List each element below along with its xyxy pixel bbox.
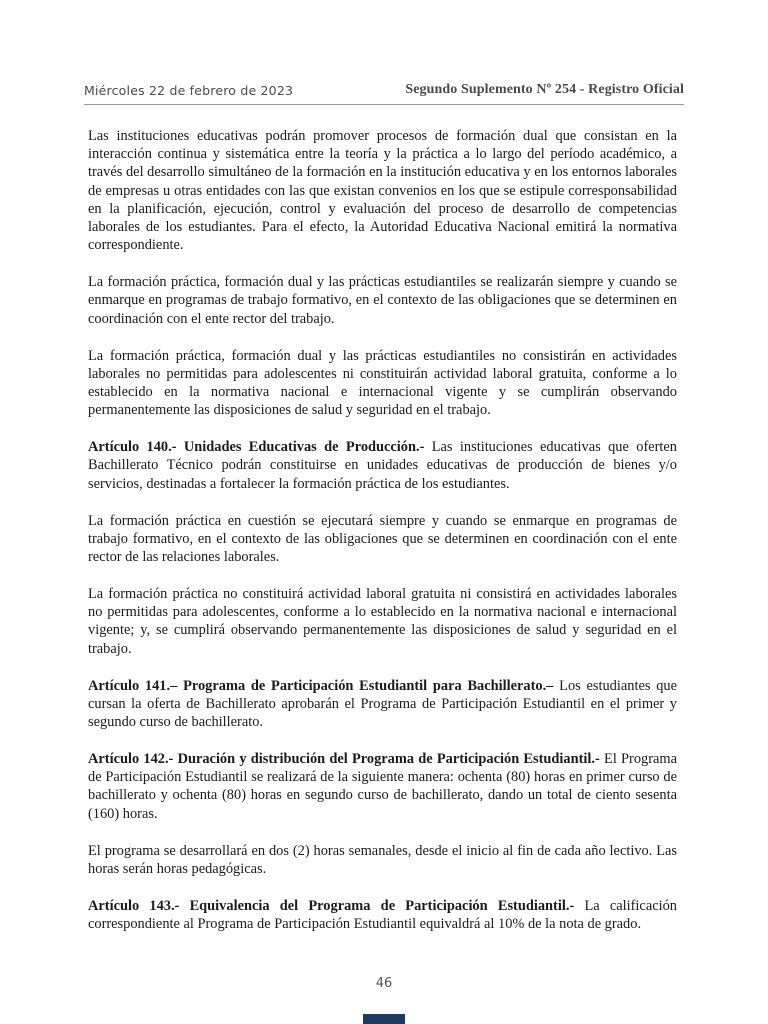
article-title: Artículo 141.– Programa de Participación Estudiantil para Bachillerato.– — [88, 677, 554, 694]
article-142 — [88, 750, 677, 823]
article-140 — [88, 438, 677, 493]
paragraph-text: Las instituciones educativas podrán promover procesos de formación dual que consistan en la interacción continua y sistemática entre la teoría y la práctica a lo largo del período académico, a través del desarrollo simultáneo de la formación en la institución educativa y en los entornos laborales de empresas u otras entidades con las que existan convenios en los que se estipule corresponsabilidad en la planificación, ejecución, control y evaluación del proceso de desarrollo de competencias laborales de los estudiantes. Para el efecto, la Autoridad Educativa Nacional emitirá la normativa correspondiente. — [88, 128, 677, 254]
paragraph-text: La formación práctica, formación dual y las prácticas estudiantiles no consistirán en actividades laborales no permitidas para adolescentes ni constituirán actividad laboral gratuita, conforme a lo establecido en la normativa nacional e internacional vigente y se cumplirán observando permanentemente las disposiciones de salud y seguridad en el trabajo. — [88, 347, 677, 419]
paragraph-ejecucion-formacion — [88, 512, 677, 567]
paragraph-formacion-practica — [88, 273, 677, 328]
page-number: 46 — [375, 976, 393, 991]
paragraph-horas-semanales — [88, 842, 677, 878]
header-publication-title: Segundo Suplemento Nº 254 - Registro Oficial — [405, 82, 684, 97]
article-text: El Programa de Participación Estudiantil se realizará de la siguiente manera: ochenta (80) horas en primer curso de bachillerato y ochenta (80) horas en segundo curso de bachillerato, dando un total de ciento sesenta (160) horas. — [88, 751, 677, 822]
paragraph-text: La formación práctica no constituirá actividad laboral gratuita ni consistirá en actividades laborales no permitidas para adolescentes, conforme a lo establecido en la normativa nacional e internacional vigente; y, se cumplirá observando permanentemente las disposiciones de salud y seguridad en el trabajo. — [88, 586, 677, 657]
header-date: Miércoles 22 de febrero de 2023 — [84, 83, 294, 98]
article-text: Las instituciones educativas que oferten Bachillerato Técnico podrán constituirse en unidades educativas de producción de bienes y/o servicios, destinadas a fortalecer la formación práctica de los estudiantes. — [88, 439, 677, 492]
paragraph-formacion-dual — [88, 127, 677, 254]
article-143 — [88, 897, 677, 933]
page-footer-tab — [363, 1014, 405, 1024]
article-141 — [88, 677, 677, 732]
article-title: Artículo 143.- Equivalencia del Programa de Participación Estudiantil.- — [88, 897, 575, 914]
paragraph-no-gratuita — [88, 585, 677, 658]
paragraph-no-actividades-laborales — [88, 347, 677, 420]
paragraph-text: La formación práctica en cuestión se ejecutará siempre y cuando se enmarque en programas de trabajo formativo, en el contexto de las obligaciones que se determinen en coordinación con el ente rector de las relaciones laborales. — [88, 512, 677, 566]
paragraph-text: El programa se desarrollará en dos (2) horas semanales, desde el inicio al fin de cada año lectivo. Las horas serán horas pedagógicas. — [88, 842, 677, 877]
paragraph-text: La formación práctica, formación dual y las prácticas estudiantiles se realizarán siempre y cuando se enmarque en programas de trabajo formativo, en el contexto de las obligaciones que se determinen en coordinación con el ente rector del trabajo. — [88, 274, 677, 327]
page-header — [84, 82, 684, 105]
article-title: Artículo 140.- Unidades Educativas de Producción.- — [88, 439, 425, 456]
document-body — [88, 127, 677, 952]
article-text: La calificación correspondiente al Programa de Participación Estudiantil equivaldrá al 10% de la nota de grado. — [88, 897, 677, 933]
article-title: Artículo 142.- Duración y distribución del Programa de Participación Estudiantil.- — [88, 751, 600, 768]
article-text: Los estudiantes que cursan la oferta de Bachillerato aprobarán el Programa de Participación Estudiantil en el primer y segundo curso de bachillerato. — [88, 677, 677, 731]
